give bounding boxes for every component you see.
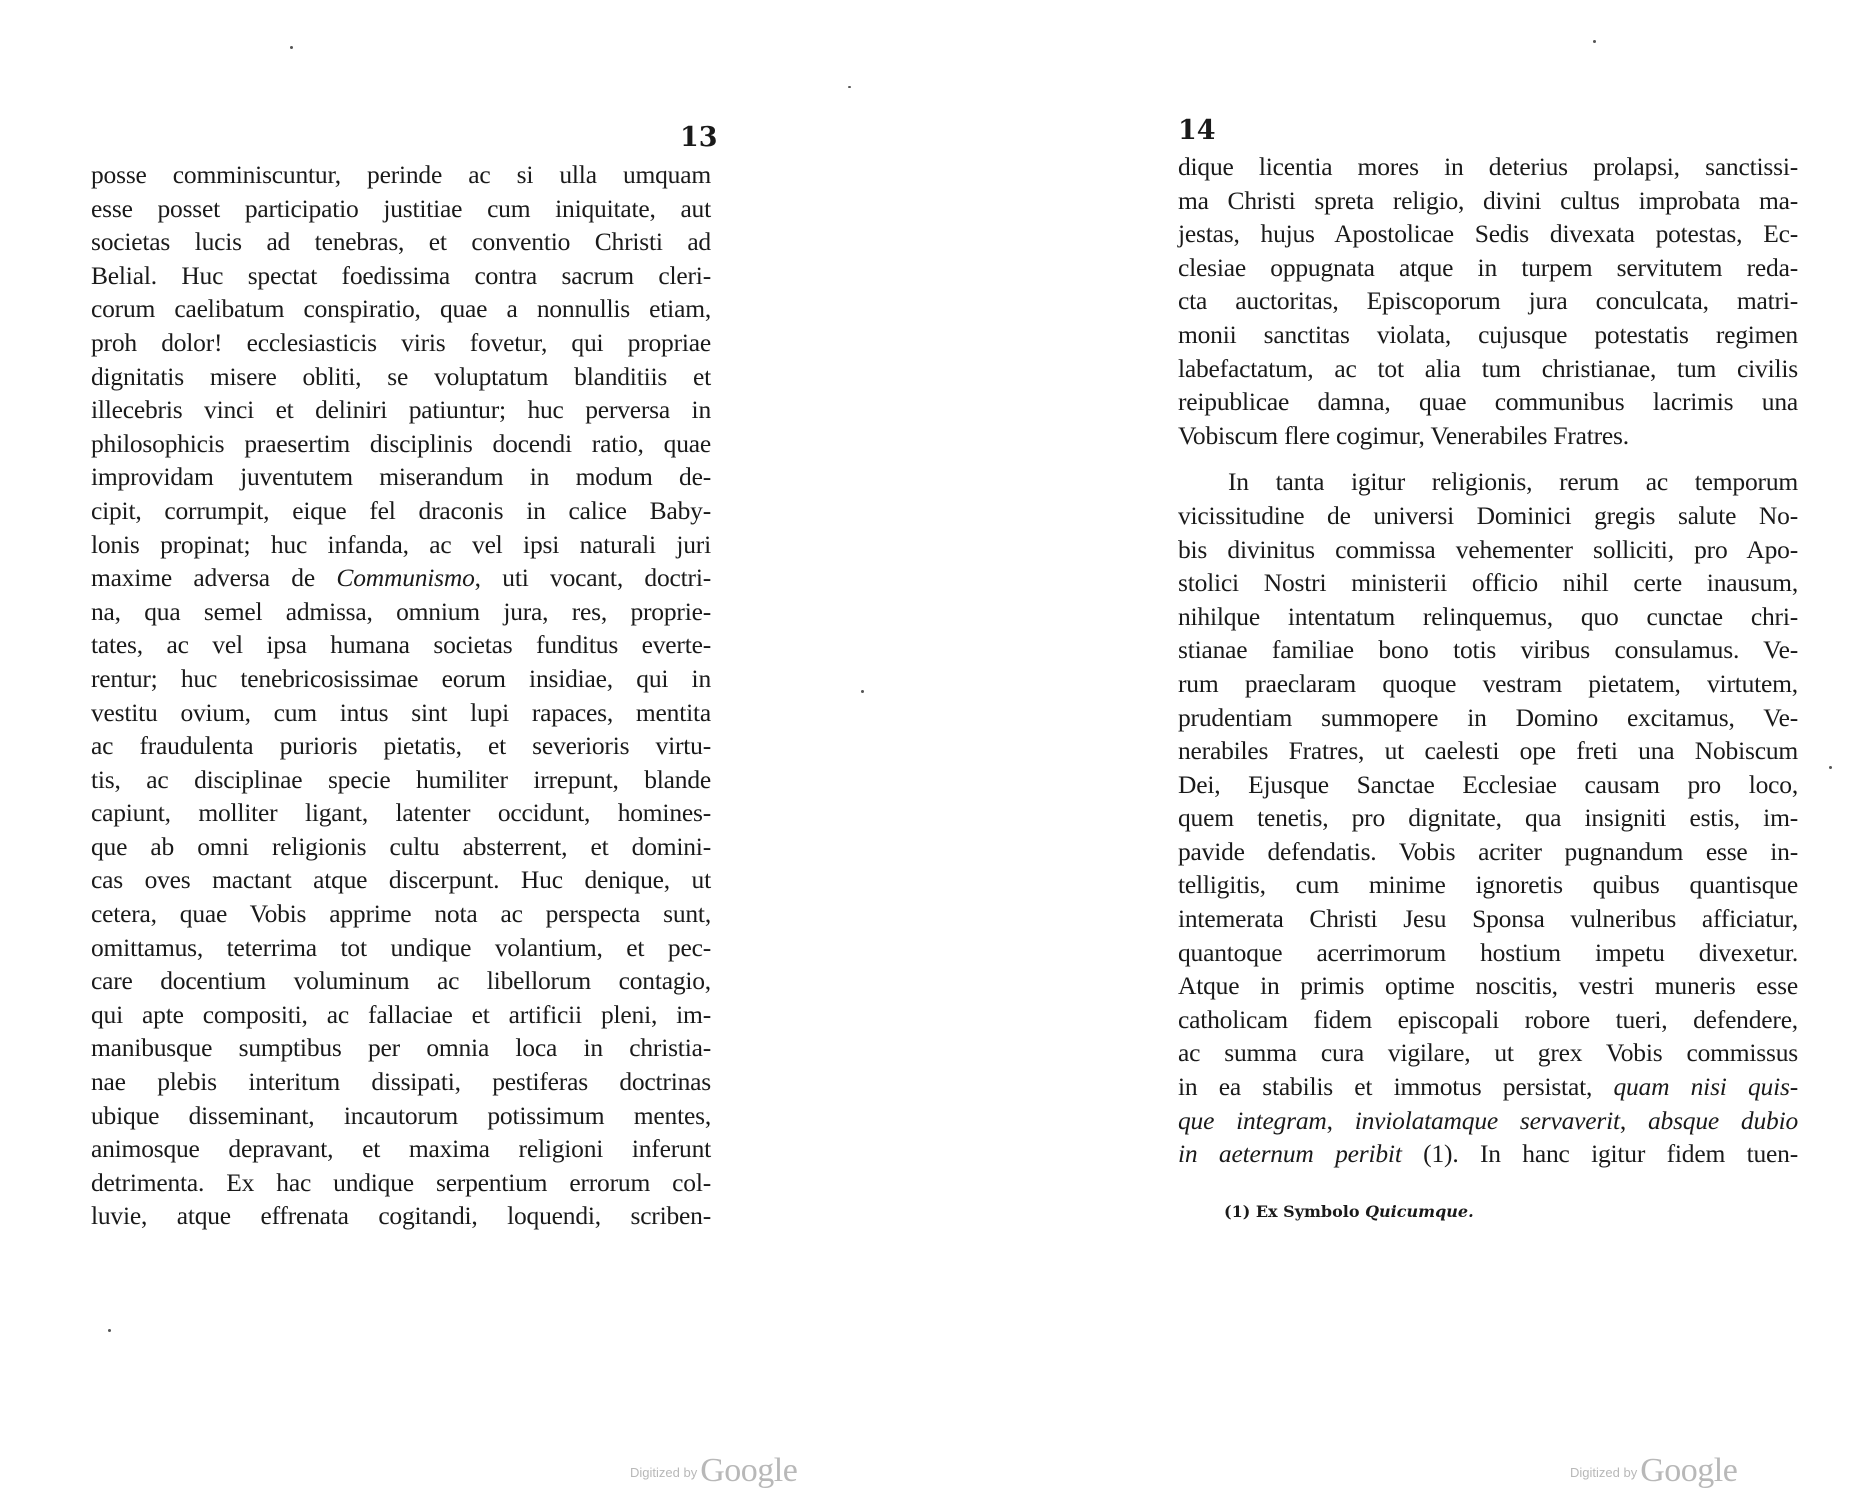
watermark-prefix: Digitized by	[1570, 1465, 1638, 1480]
italic-text: quam nisi quis-	[1613, 1072, 1798, 1102]
text-line	[1178, 969, 1798, 1003]
text-segment: In tanta igitur religionis, rerum ac temporum	[1228, 467, 1798, 497]
text-line	[91, 931, 711, 965]
text-segment: Dei, Ejusque Sanctae Ecclesiae causam pro loco,	[1178, 769, 1798, 799]
text-line	[1178, 835, 1798, 869]
text-line	[1178, 600, 1798, 634]
text-line	[1178, 1137, 1798, 1171]
text-segment: luvie, atque effrenata cogitandi, loquendi, scriben-	[91, 1201, 711, 1231]
scan-speck	[1829, 766, 1832, 769]
text-line	[91, 460, 711, 494]
text-line	[91, 259, 711, 293]
text-segment: manibusque sumptibus per omnia loca in christia-	[91, 1033, 711, 1063]
text-segment: que ab omni religionis cultu absterrent, et domini-	[91, 831, 711, 861]
text-line	[91, 729, 711, 763]
body-text	[1178, 150, 1798, 1171]
text-line	[91, 1199, 711, 1233]
text-line	[1178, 217, 1798, 251]
scan-speck	[848, 86, 851, 88]
text-segment: telligitis, cum minime ignoretis quibus quantisque	[1178, 870, 1798, 900]
digitized-by-google-watermark	[630, 1452, 797, 1490]
text-segment: ac summa cura vigilare, ut grex Vobis commissus	[1178, 1038, 1798, 1068]
text-line	[91, 360, 711, 394]
text-line	[1178, 251, 1798, 285]
text-segment: dique licentia mores in deterius prolapsi, sanctissi-	[1178, 152, 1798, 181]
text-line	[1178, 499, 1798, 533]
watermark-prefix: Digitized by	[630, 1465, 698, 1480]
text-line	[1178, 734, 1798, 768]
text-line	[91, 897, 711, 931]
paragraph-gap	[1178, 452, 1798, 465]
text-line	[1178, 1104, 1798, 1138]
text-segment: esse posset participatio justitiae cum iniquitate, aut	[91, 193, 711, 223]
digitized-by-google-watermark	[1570, 1452, 1737, 1490]
text-segment: lonis propinat; huc infanda, ac vel ipsi naturali juri	[91, 529, 711, 559]
footnote-italic: Quicumque.	[1365, 1202, 1474, 1221]
text-line	[91, 427, 711, 461]
text-line	[91, 1132, 711, 1166]
text-segment: , uti vocant, doctri-	[474, 563, 711, 593]
text-line	[1178, 868, 1798, 902]
text-segment: qui apte compositi, ac fallaciae et artificii pleni, im-	[91, 999, 711, 1029]
text-line	[1178, 566, 1798, 600]
text-segment: improvidam juventutem miserandum in modum de-	[91, 462, 711, 492]
text-line	[1178, 902, 1798, 936]
text-segment: ,	[1326, 1105, 1355, 1135]
text-segment: quem tenetis, pro dignitate, qua insigniti estis, im-	[1178, 803, 1798, 833]
text-line	[91, 528, 711, 562]
text-segment: nihilque intentatum relinquemus, quo cunctae chri-	[1178, 601, 1798, 631]
text-segment: cas oves mactant atque discerpunt. Huc denique, ut	[91, 865, 711, 895]
italic-text: Communismo	[336, 563, 475, 593]
text-line	[91, 964, 711, 998]
text-line	[91, 796, 711, 830]
text-segment: cipit, corrumpit, eique fel draconis in calice Baby-	[91, 495, 711, 525]
text-line	[91, 494, 711, 528]
text-line	[91, 292, 711, 326]
text-line	[1178, 801, 1798, 835]
text-segment: ma Christi spreta religio, divini cultus improbata ma-	[1178, 185, 1798, 215]
text-segment: quantoque acerrimorum hostium impetu divexetur.	[1178, 937, 1798, 967]
text-line	[91, 1031, 711, 1065]
italic-text: absque dubio	[1647, 1105, 1799, 1135]
text-segment: nae plebis interitum dissipati, pestiferas doctrinas	[91, 1067, 711, 1097]
text-segment: proh dolor! ecclesiasticis viris fovetur, qui propriae	[91, 327, 711, 357]
text-line	[1178, 184, 1798, 218]
text-line	[91, 192, 711, 226]
text-line	[91, 158, 711, 192]
text-segment: philosophicis praesertim disciplinis docendi ratio, quae	[91, 428, 711, 458]
text-segment: cta auctoritas, Episcoporum jura conculcata, matri-	[1178, 286, 1798, 316]
text-line	[91, 763, 711, 797]
text-segment: vicissitudine de universi Dominici gregis salute No-	[1178, 500, 1798, 530]
text-segment: societas lucis ad tenebras, et conventio Christi ad	[91, 227, 711, 257]
page-number: 14	[1178, 115, 1216, 146]
text-segment: corum caelibatum conspiratio, quae a nonnullis etiam,	[91, 294, 711, 324]
scan-speck	[861, 690, 864, 693]
text-line	[91, 326, 711, 360]
text-line	[1178, 318, 1798, 352]
text-line	[1178, 701, 1798, 735]
text-segment: reipublicae damna, quae communibus lacrimis una	[1178, 387, 1798, 417]
body-text	[91, 158, 711, 1233]
text-line	[1178, 284, 1798, 318]
text-segment: (1). In hanc igitur fidem tuen-	[1401, 1139, 1798, 1169]
text-segment: animosque depravant, et maxima religioni inferunt	[91, 1134, 711, 1164]
text-segment: in ea stabilis et immotus persistat,	[1178, 1072, 1614, 1102]
text-segment: catholicam fidem episcopali robore tueri, defendere,	[1178, 1004, 1798, 1034]
text-line	[1178, 465, 1798, 499]
italic-text: que integram	[1178, 1105, 1327, 1135]
italic-text: in aeternum peribit	[1178, 1139, 1402, 1169]
text-segment: monii sanctitas violata, cujusque potestatis regimen	[1178, 319, 1798, 349]
text-line	[1178, 385, 1798, 419]
text-segment: jestas, hujus Apostolicae Sedis divexata potestas, Ec-	[1178, 219, 1798, 249]
text-line	[91, 830, 711, 864]
text-line	[1178, 1070, 1798, 1104]
text-line	[91, 561, 711, 595]
text-line	[91, 393, 711, 427]
italic-text: inviolatamque servaverit	[1354, 1105, 1620, 1135]
text-segment: pavide defendatis. Vobis acriter pugnandum esse in-	[1178, 836, 1798, 866]
text-segment: tates, ac vel ipsa humana societas funditus everte-	[91, 630, 711, 660]
text-segment: na, qua semel admissa, omnium jura, res, proprie-	[91, 596, 711, 626]
text-segment: dignitatis misere obliti, se voluptatum blanditiis et	[91, 361, 711, 391]
text-segment: prudentiam summopere in Domino excitamus, Ve-	[1178, 702, 1798, 732]
text-segment: vestitu ovium, cum intus sint lupi rapaces, mentita	[91, 697, 711, 727]
text-segment: stianae familiae bono totis viribus consulamus. Ve-	[1178, 635, 1798, 665]
text-line	[91, 1099, 711, 1133]
text-line	[1178, 419, 1798, 453]
text-segment: intemerata Christi Jesu Sponsa vulneribus afficiatur,	[1178, 904, 1798, 934]
text-line	[1178, 533, 1798, 567]
text-segment: rentur; huc tenebricosissimae eorum insidiae, qui in	[91, 663, 711, 693]
watermark-brand: Google	[1640, 1452, 1738, 1489]
text-segment: Atque in primis optime noscitis, vestri muneris esse	[1178, 971, 1798, 1001]
text-segment: ,	[1619, 1105, 1648, 1135]
text-line	[1178, 936, 1798, 970]
text-line	[1178, 1036, 1798, 1070]
text-line	[1178, 1003, 1798, 1037]
text-line	[91, 863, 711, 897]
text-line	[1178, 667, 1798, 701]
scan-speck	[290, 46, 293, 49]
text-segment: nerabiles Fratres, ut caelesti ope freti una Nobiscum	[1178, 736, 1798, 766]
text-line	[91, 628, 711, 662]
text-segment: omittamus, teterrima tot undique volantium, et pec-	[91, 932, 711, 962]
text-segment: stolici Nostri ministerii officio nihil certe inausum,	[1178, 568, 1798, 598]
text-line	[91, 1065, 711, 1099]
text-segment: rum praeclaram quoque vestram pietatem, virtutem,	[1178, 668, 1798, 698]
text-segment: Vobiscum flere cogimur, Venerabiles Fratres.	[1178, 420, 1629, 450]
text-line	[91, 595, 711, 629]
text-line	[91, 662, 711, 696]
watermark-brand: Google	[700, 1452, 798, 1489]
text-segment: bis divinitus commissa vehementer solliciti, pro Apo-	[1178, 534, 1798, 564]
text-line	[91, 1166, 711, 1200]
text-segment: ac fraudulenta purioris pietatis, et severioris virtu-	[91, 731, 711, 761]
text-segment: detrimenta. Ex hac undique serpentium errorum col-	[91, 1167, 711, 1197]
page-number: 13	[680, 122, 718, 153]
text-line	[1178, 150, 1798, 184]
text-segment: tis, ac disciplinae specie humiliter irrepunt, blande	[91, 764, 711, 794]
scan-speck	[108, 1329, 111, 1332]
text-line	[1178, 768, 1798, 802]
text-line	[1178, 633, 1798, 667]
text-segment: illecebris vinci et deliniri patiuntur; huc perversa in	[91, 395, 711, 425]
text-segment: capiunt, molliter ligant, latenter occidunt, homines-	[91, 798, 711, 828]
text-segment: clesiae oppugnata atque in turpem servitutem reda-	[1178, 252, 1798, 282]
right-page	[934, 0, 1868, 1501]
text-segment: posse comminiscuntur, perinde ac si ulla umquam	[91, 160, 711, 189]
text-segment: maxime adversa de	[91, 563, 337, 593]
text-segment: ubique disseminant, incautorum potissimum mentes,	[91, 1100, 711, 1130]
text-segment: Belial. Huc spectat foedissima contra sacrum cleri-	[91, 260, 711, 290]
footnote-prefix: (1) Ex Symbolo	[1224, 1202, 1366, 1221]
text-line	[91, 998, 711, 1032]
text-line	[91, 225, 711, 259]
text-line	[1178, 352, 1798, 386]
text-segment: care docentium voluminum ac libellorum contagio,	[91, 966, 711, 996]
scan-speck	[1593, 40, 1596, 43]
text-segment: labefactatum, ac tot alia tum christianae, tum civilis	[1178, 353, 1798, 383]
text-line	[91, 696, 711, 730]
footnote	[1224, 1202, 1474, 1221]
text-segment: cetera, quae Vobis apprime nota ac perspecta sunt,	[91, 899, 711, 929]
